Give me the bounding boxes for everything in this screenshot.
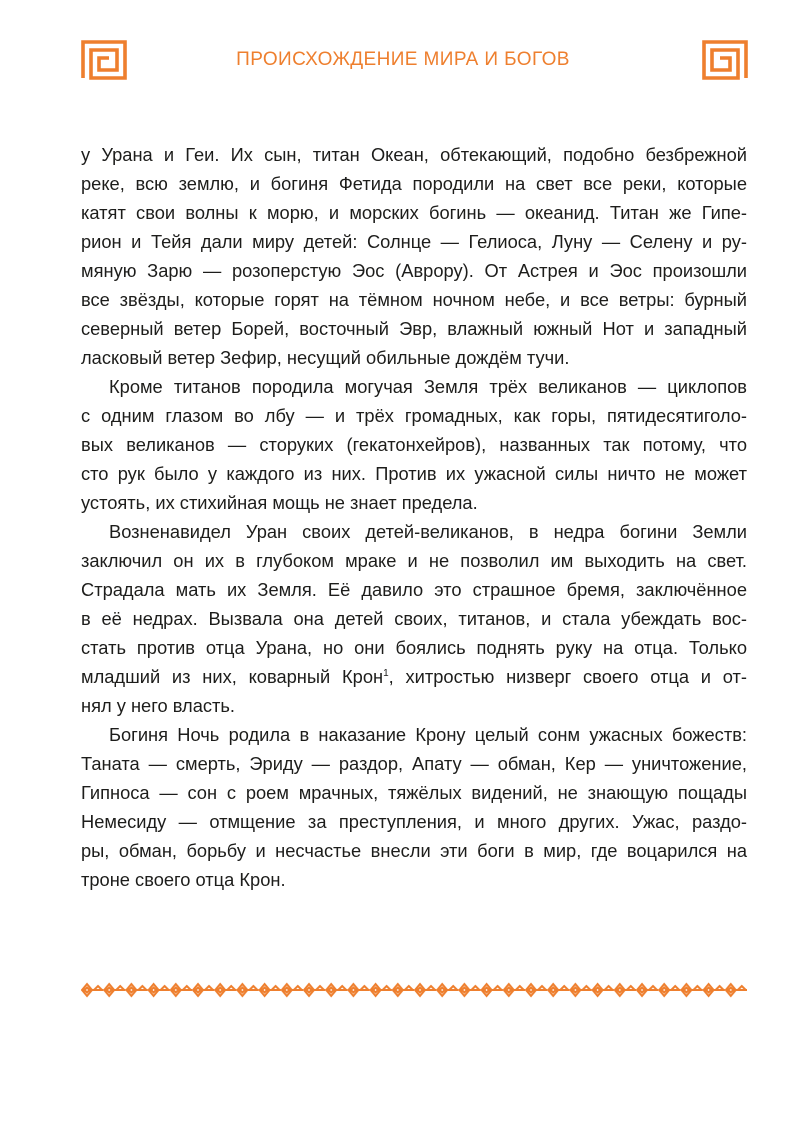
text-line: Страдала мать их Земля. Её давило это страшное бремя, заключённое [81, 579, 747, 600]
text-line: катят свои волны к морю, и морских богинь — океанид. Титан же Гипе- [81, 202, 747, 223]
footnote-marker[interactable]: 1 [383, 668, 389, 679]
text-line: Гипноса — сон с роем мрачных, тяжёлых видений, не знающую пощады [81, 782, 747, 803]
paragraph-1 [81, 140, 747, 372]
running-title: ПРОИСХОЖДЕНИЕ МИРА И БОГОВ [236, 49, 570, 70]
text-line: устоять, их стихийная мощь не знает предела. [81, 492, 478, 513]
paragraph-3 [81, 517, 747, 720]
text-line: заключил он их в глубоком мраке и не позволил им выходить на свет. [81, 550, 747, 571]
text-line: мяную Зарю — розоперстую Эос (Аврору). От Астрея и Эос произошли [81, 260, 747, 281]
paragraph-2 [81, 372, 747, 517]
text-line: стать против отца Урана, но они боялись поднять руку на отца. Только [81, 637, 747, 658]
text-line: нял у него власть. [81, 695, 235, 716]
text-line: у Урана и Геи. Их сын, титан Океан, обтекающий, подобно безбрежной [81, 144, 747, 165]
text-line: рион и Тейя дали миру детей: Солнце — Гелиоса, Луну — Селену и ру- [81, 231, 747, 252]
text-line: Возненавидел Уран своих детей-великанов, в недра богини Земли [109, 521, 747, 542]
text-line: Таната — смерть, Эриду — раздор, Апату — обман, Кер — уничтожение, [81, 753, 747, 774]
text-line: в её недрах. Вызвала она детей своих, титанов, и стала убеждать вос- [81, 608, 747, 629]
text-line: все звёзды, которые горят на тёмном ночном небе, и все ветры: бурный [81, 289, 747, 310]
text-line: северный ветер Борей, восточный Эвр, влажный южный Нот и западный [81, 318, 747, 339]
text-line: Кроме титанов породила могучая Земля трёх великанов — циклопов [109, 376, 747, 397]
text-segment: младший из них, коварный Крон [81, 666, 384, 687]
text-line: Богиня Ночь родила в наказание Крону целый сонм ужасных божеств: [109, 724, 747, 745]
text-line: Немесиду — отмщение за преступления, и много других. Ужас, раздо- [81, 811, 747, 832]
text-line: троне своего отца Крон. [81, 869, 286, 890]
greek-key-square-icon [702, 40, 748, 80]
paragraph-4 [81, 720, 747, 894]
wave-scroll-border-icon [81, 981, 747, 999]
text-line-with-footnote [81, 662, 747, 691]
text-line: ласковый ветер Зефир, несущий обильные дождём тучи. [81, 347, 570, 368]
main-text [81, 140, 747, 894]
text-line: сто рук было у каждого из них. Против их ужасной силы ничто не может [81, 463, 747, 484]
text-line: ры, обман, борьбу и несчастье внесли эти боги в мир, где воцарился на [81, 840, 747, 861]
text-line: вых великанов — сторуких (гекатонхейров), названных так потому, что [81, 434, 747, 455]
text-line: реке, всю землю, и богиня Фетида породили на свет все реки, которые [81, 173, 747, 194]
text-segment: , хитростью низверг своего отца и от- [388, 666, 747, 687]
text-line: с одним глазом во лбу — и трёх громадных, как горы, пятидесятиголо- [81, 405, 747, 426]
